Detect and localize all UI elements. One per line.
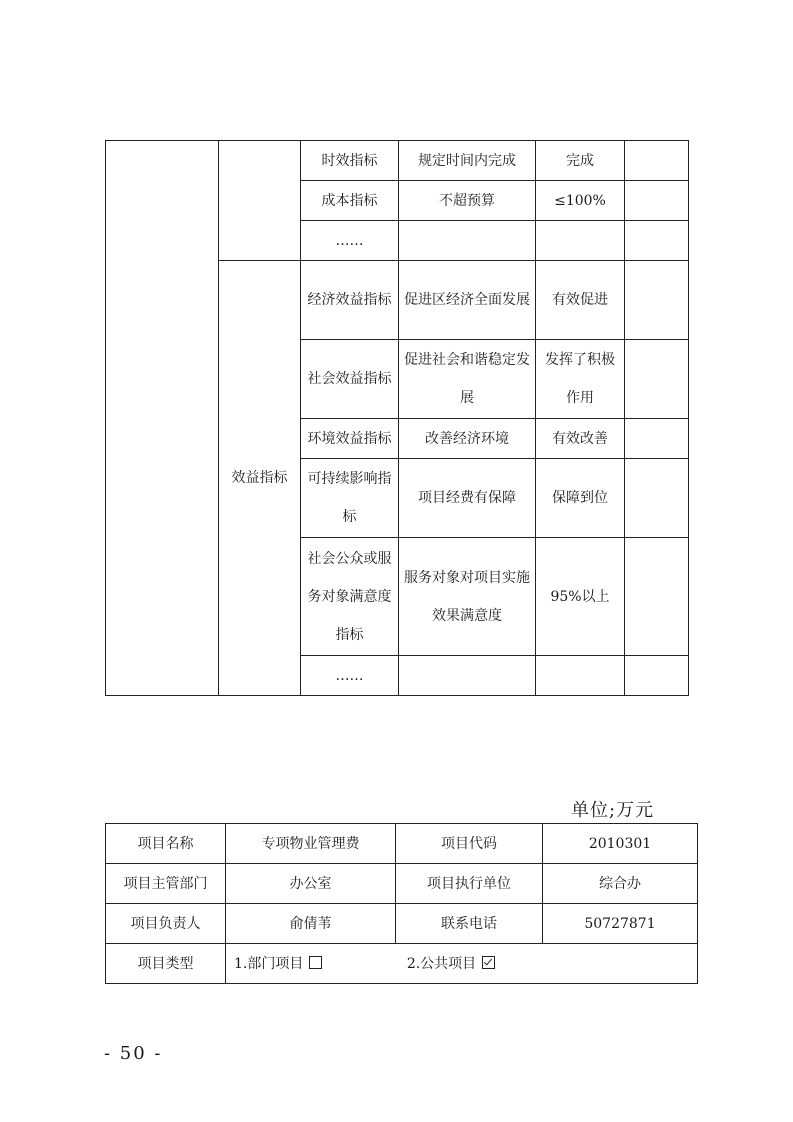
project-type-label: 项目类型 — [106, 944, 226, 984]
performance-indicator-table — [105, 140, 689, 696]
sustain-indicator-target: 保障到位 — [536, 459, 625, 538]
type-option-public[interactable] — [407, 954, 495, 974]
econ-indicator-label: 经济效益指标 — [301, 261, 399, 340]
ellipsis-row-2-target — [536, 656, 625, 696]
project-code-label: 项目代码 — [396, 824, 543, 864]
satisfaction-indicator-target: 95%以上 — [536, 538, 625, 656]
satisfaction-indicator-score — [625, 538, 689, 656]
env-indicator-score — [625, 419, 689, 459]
econ-indicator-value: 促进区经济全面发展 — [399, 261, 536, 340]
executing-unit-label: 项目执行单位 — [396, 864, 543, 904]
project-name-label: 项目名称 — [106, 824, 226, 864]
econ-indicator-score — [625, 261, 689, 340]
supervising-dept-label: 项目主管部门 — [106, 864, 226, 904]
env-indicator-label: 环境效益指标 — [301, 419, 399, 459]
executing-unit-value: 综合办 — [543, 864, 698, 904]
cost-indicator-score — [625, 181, 689, 221]
second-level-cell — [219, 141, 301, 261]
supervising-dept-value: 办公室 — [226, 864, 396, 904]
sustain-indicator-score — [625, 459, 689, 538]
phone-label: 联系电话 — [396, 904, 543, 944]
phone-value: 50727871 — [543, 904, 698, 944]
social-indicator-score — [625, 340, 689, 419]
ellipsis-row-2-value — [399, 656, 536, 696]
project-info-table — [105, 823, 698, 984]
project-code-value: 2010301 — [543, 824, 698, 864]
project-type-options — [226, 944, 698, 984]
social-indicator-label: 社会效益指标 — [301, 340, 399, 419]
cost-indicator-target: ≤100% — [536, 181, 625, 221]
unit-label: 单位;万元 — [571, 800, 655, 821]
time-indicator-value: 规定时间内完成 — [399, 141, 536, 181]
social-indicator-target: 发挥了积极作用 — [536, 340, 625, 419]
sustain-indicator-label: 可持续影响指标 — [301, 459, 399, 538]
project-name-value: 专项物业管理费 — [226, 824, 396, 864]
env-indicator-target: 有效改善 — [536, 419, 625, 459]
env-indicator-value: 改善经济环境 — [399, 419, 536, 459]
project-owner-value: 俞倩苇 — [226, 904, 396, 944]
sustain-indicator-value: 项目经费有保障 — [399, 459, 536, 538]
page-number: - 50 - — [104, 1043, 163, 1064]
cost-indicator-value: 不超预算 — [399, 181, 536, 221]
ellipsis-row-1-target — [536, 221, 625, 261]
time-indicator-score — [625, 141, 689, 181]
cost-indicator-label: 成本指标 — [301, 181, 399, 221]
ellipsis-row-2-score — [625, 656, 689, 696]
time-indicator-label: 时效指标 — [301, 141, 399, 181]
ellipsis-row-1: …… — [301, 221, 399, 261]
ellipsis-row-1-value — [399, 221, 536, 261]
ellipsis-row-2: …… — [301, 656, 399, 696]
ellipsis-row-1-score — [625, 221, 689, 261]
econ-indicator-target: 有效促进 — [536, 261, 625, 340]
unchecked-box-icon[interactable] — [309, 956, 322, 969]
checked-box-icon[interactable] — [482, 956, 495, 969]
social-indicator-value: 促进社会和谐稳定发展 — [399, 340, 536, 419]
type-option-dept-label: 1.部门项目 — [234, 955, 304, 972]
first-level-cell — [106, 141, 219, 696]
type-option-public-label: 2.公共项目 — [406, 955, 477, 972]
project-owner-label: 项目负责人 — [106, 904, 226, 944]
benefit-indicator-group: 效益指标 — [219, 261, 301, 696]
satisfaction-indicator-label: 社会公众或服务对象满意度指标 — [301, 538, 399, 656]
satisfaction-indicator-value: 服务对象对项目实施效果满意度 — [399, 538, 536, 656]
type-option-dept[interactable] — [234, 954, 322, 974]
time-indicator-target: 完成 — [536, 141, 625, 181]
